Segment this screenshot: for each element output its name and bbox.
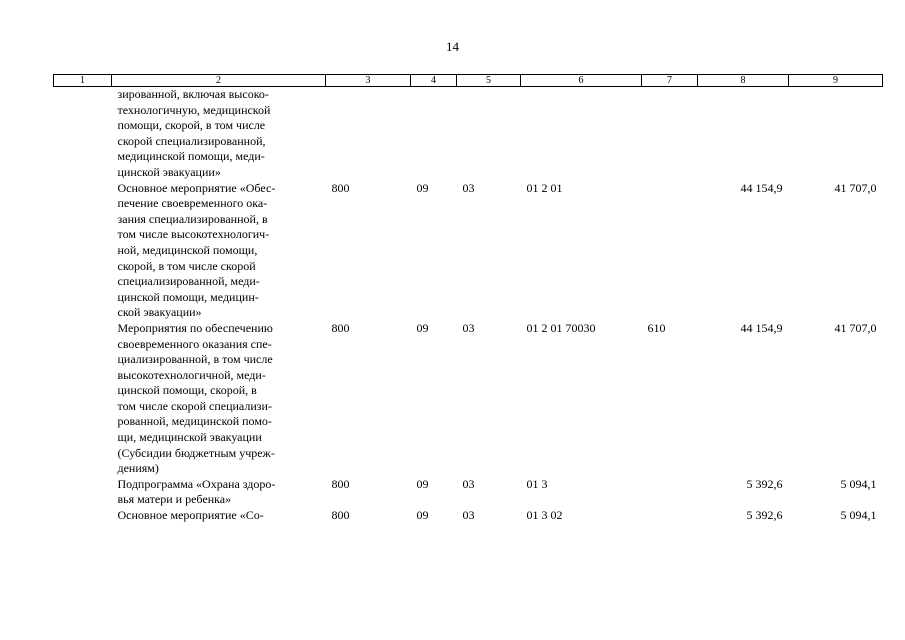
cell-expense-type xyxy=(642,508,698,524)
header-col-5: 5 xyxy=(457,75,521,87)
cell-ministry-code xyxy=(326,87,411,181)
cell-subsection: 03 xyxy=(462,508,475,523)
cell-amount-year-2: 5 094,1 xyxy=(840,508,877,523)
cell-col-1 xyxy=(54,477,112,508)
cell-name: Мероприятия по обеспечению своевременного оказания спе- циализированной, в том числе высокотехнологичной, меди- цинской помощи, скорой, в том числе скорой специализи- рованной, медицинской помо- щи, медицинской эвакуации (Субсидии бюджетным учреж- дениям) xyxy=(117,320,275,476)
cell-amount-year-2: 5 094,1 xyxy=(840,476,877,491)
cell-section: 09 xyxy=(416,508,429,523)
cell-target-article xyxy=(521,87,642,181)
header-col-7: 7 xyxy=(642,75,698,87)
header-col-8: 8 xyxy=(698,75,789,87)
table-row xyxy=(54,87,883,181)
cell-amount-year-1: 44 154,9 xyxy=(740,320,783,335)
cell-name: Подпрограмма «Охрана здоро- вья матери и ребенка» xyxy=(117,476,276,507)
header-row xyxy=(54,75,883,87)
table-row xyxy=(54,477,883,508)
header-col-3: 3 xyxy=(326,75,411,87)
table-row xyxy=(54,508,883,524)
table-body xyxy=(54,87,883,524)
cell-subsection: 03 xyxy=(462,320,475,335)
cell-name: зированной, включая высоко- технологичную, медицинской помощи, скорой, в том числе скорой специализированной, медицинской помощи, меди- цинской эвакуации» xyxy=(117,87,271,179)
header-col-1: 1 xyxy=(54,75,112,87)
cell-expense-type xyxy=(642,181,698,321)
cell-amount-year-2 xyxy=(789,87,883,181)
header-col-4: 4 xyxy=(411,75,457,87)
cell-ministry-code: 800 xyxy=(331,180,350,195)
cell-col-1 xyxy=(54,87,112,181)
budget-table xyxy=(53,74,883,524)
cell-name: Основное мероприятие «Со- xyxy=(117,508,264,523)
cell-amount-year-2: 41 707,0 xyxy=(834,180,877,195)
cell-amount-year-1: 5 392,6 xyxy=(746,476,783,491)
cell-amount-year-1 xyxy=(698,87,789,181)
header-col-2: 2 xyxy=(112,75,326,87)
table-row xyxy=(54,321,883,477)
cell-section: 09 xyxy=(416,320,429,335)
cell-amount-year-1: 5 392,6 xyxy=(746,508,783,523)
cell-section: 09 xyxy=(416,476,429,491)
table-row xyxy=(54,181,883,321)
cell-target-article: 01 3 02 xyxy=(526,508,563,523)
cell-target-article: 01 2 01 70030 xyxy=(526,320,596,335)
cell-name: Основное мероприятие «Обес- печение своевременного ока- зания специализированной, в том числе высокотехнологич- ной, медицинской помощи, скорой, в том числе скорой специализированной, меди- цинской помощи, медицин- ской эвакуации» xyxy=(117,180,276,320)
cell-ministry-code: 800 xyxy=(331,320,350,335)
cell-col-1 xyxy=(54,181,112,321)
page-number: 14 xyxy=(446,39,459,54)
cell-col-1 xyxy=(54,508,112,524)
cell-target-article: 01 2 01 xyxy=(526,180,563,195)
cell-amount-year-1: 44 154,9 xyxy=(740,180,783,195)
cell-expense-type: 610 xyxy=(647,320,666,335)
cell-amount-year-2: 41 707,0 xyxy=(834,320,877,335)
cell-col-1 xyxy=(54,321,112,477)
header-col-6: 6 xyxy=(521,75,642,87)
cell-expense-type xyxy=(642,87,698,181)
cell-target-article: 01 3 xyxy=(526,476,548,491)
cell-ministry-code: 800 xyxy=(331,476,350,491)
header-col-9: 9 xyxy=(789,75,883,87)
cell-section xyxy=(411,87,457,181)
cell-ministry-code: 800 xyxy=(331,508,350,523)
table-header xyxy=(54,75,883,87)
cell-expense-type xyxy=(642,477,698,508)
cell-subsection: 03 xyxy=(462,476,475,491)
cell-subsection: 03 xyxy=(462,180,475,195)
cell-section: 09 xyxy=(416,180,429,195)
cell-subsection xyxy=(457,87,521,181)
